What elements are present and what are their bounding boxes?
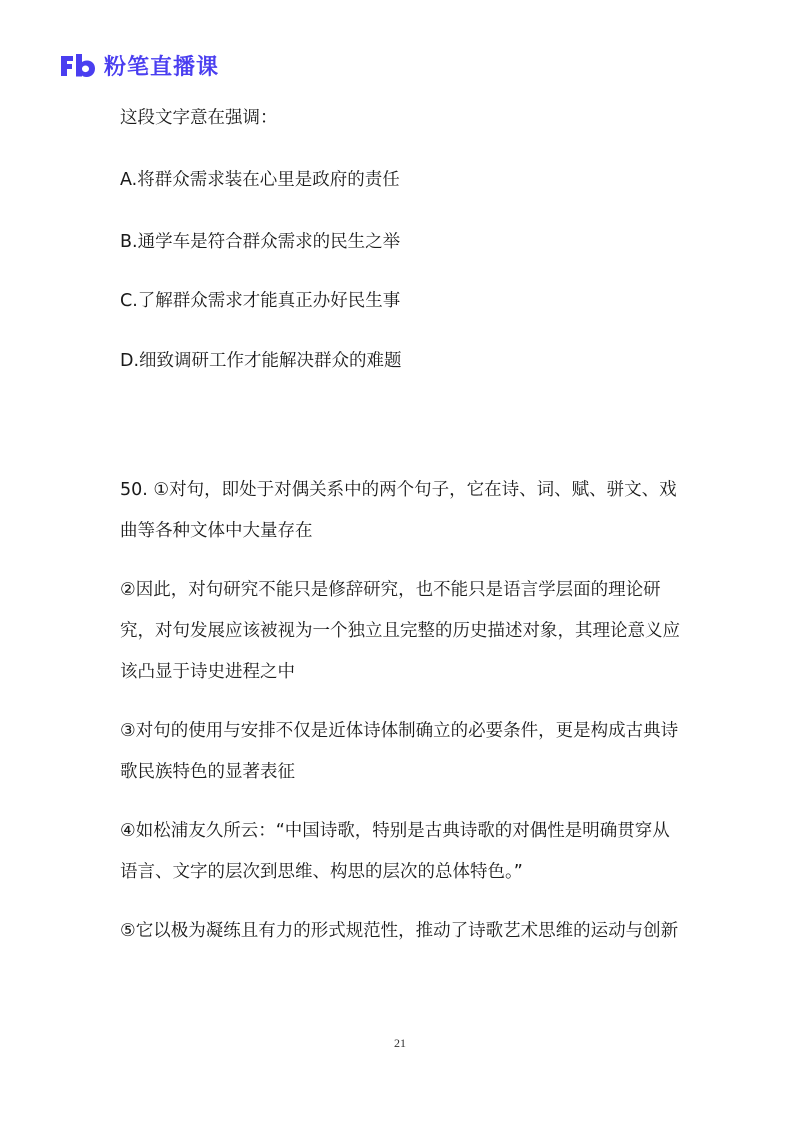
page-content — [120, 104, 680, 952]
q50-sentence-3: ③对句的使用与安排不仅是近体诗体制确立的必要条件，更是构成古典诗歌民族特色的显著表征 — [120, 721, 679, 782]
option-c: C.了解群众需求才能真正办好民生事 — [120, 291, 401, 311]
q50-sentence-2: ②因此，对句研究不能只是修辞研究，也不能只是语言学层面的理论研究，对句发展应该被视为一个独立且完整的历史描述对象，其理论意义应该凸显于诗史进程之中 — [120, 580, 680, 682]
fenbi-logo-icon — [58, 52, 98, 80]
q50-sentence-5: ⑤它以极为凝练且有力的形式规范性，推动了诗歌艺术思维的运动与创新 — [120, 921, 679, 941]
page-number: 21 — [394, 1036, 406, 1050]
header — [58, 50, 219, 81]
brand-name: 粉笔直播课 — [104, 55, 220, 80]
question-stem: 这段文字意在强调： — [120, 108, 278, 128]
option-d: D.细致调研工作才能解决群众的难题 — [120, 351, 402, 371]
q50-sentence-1: 50. ①对句，即处于对偶关系中的两个句子，它在诗、词、赋、骈文、戏曲等各种文体中大量存在 — [120, 480, 677, 541]
option-b: B.通学车是符合群众需求的民生之举 — [120, 232, 401, 252]
q50-sentence-4: ④如松浦友久所云：“中国诗歌，特别是古典诗歌的对偶性是明确贯穿从语言、文字的层次到思维、构思的层次的总体特色。” — [120, 821, 670, 882]
option-a: A.将群众需求装在心里是政府的责任 — [120, 170, 400, 190]
